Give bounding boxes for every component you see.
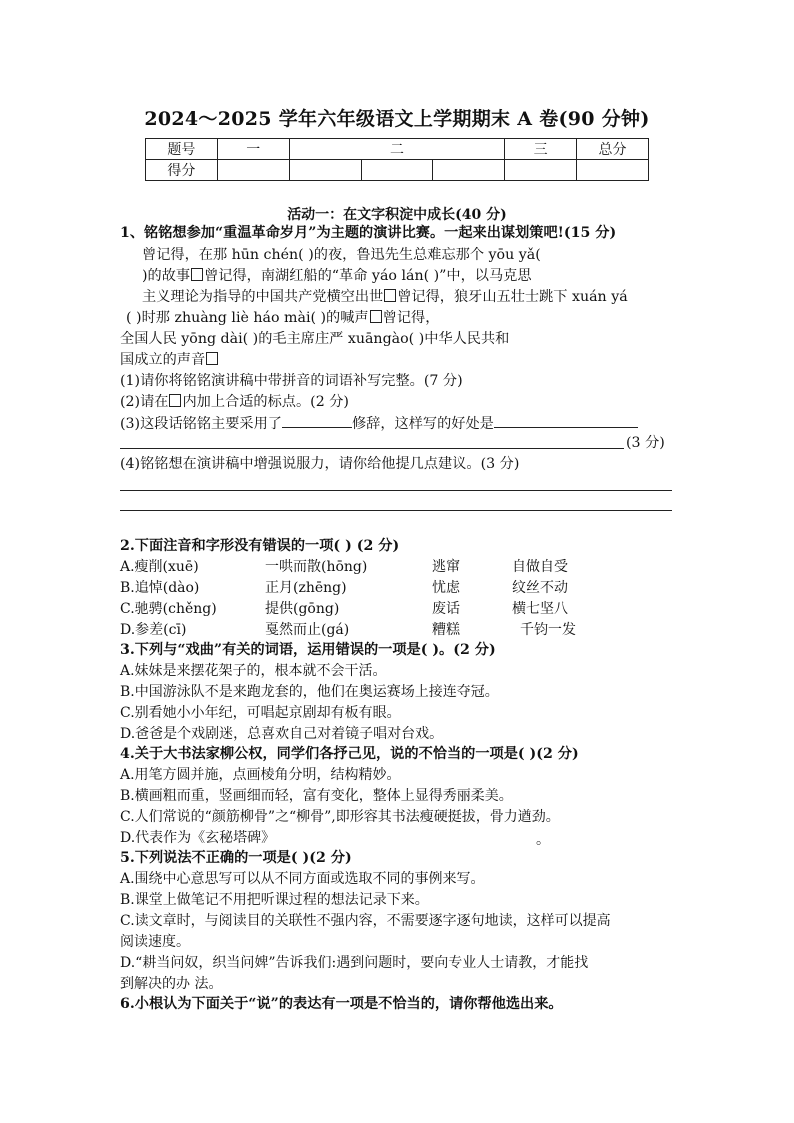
q4-option-d[interactable]: D.代表作为《玄秘塔碑》 [120, 830, 276, 846]
q1-passage-line: 国成立的声音 [120, 350, 219, 371]
q2-cell: 自做自受 [512, 559, 568, 575]
q1-sub4: (4)铭铭想在演讲稿中增强说服力，请你给他提几点建议。(3 分) [120, 456, 520, 472]
score-cell: 题号 [146, 139, 218, 160]
punctuation-box[interactable] [191, 268, 203, 281]
q5-option-a[interactable]: A.围绕中心意思写可以从不同方面或选取不同的事例来写。 [120, 871, 485, 887]
q1-passage-line: 全国人民 yōng dài( )的毛主席庄严 xuāngào( )中华人民共和 [120, 331, 510, 347]
q2-cell: 废话 [432, 601, 460, 617]
score-table [145, 138, 649, 181]
q1-stem: 1、铭铭想参加“重温革命岁月”为主题的演讲比赛。一起来出谋划策吧!(15 分) [120, 225, 617, 241]
punctuation-box[interactable] [206, 352, 218, 365]
q2-cell: 戛然而止(gá) [265, 622, 350, 638]
q5-stem: 5.下列说法不正确的一项是( )(2 分) [120, 850, 352, 866]
score-table-score-row [146, 160, 649, 181]
q2-cell: 横七坚八 [512, 601, 568, 617]
q1-sub3-score: (3 分) [626, 435, 665, 451]
q2-cell: 提供(gōng) [265, 601, 340, 617]
score-input-cell[interactable] [217, 160, 289, 181]
q3-option-b[interactable]: B.中国游泳队不是来跑龙套的，他们在奥运赛场上接连夺冠。 [120, 684, 499, 700]
q4-option-a[interactable]: A.用笔方圆并施，点画棱角分明，结构精妙。 [120, 767, 401, 783]
q4-option-b[interactable]: B.横画粗而重，竖画细而轻，富有变化，整体上显得秀丽柔美。 [120, 788, 513, 804]
score-cell: 总分 [577, 139, 649, 160]
q4-stem: 4.关于大书法家柳公权，同学们各抒己见，说的不恰当的一项是( )(2 分) [120, 746, 579, 762]
q2-cell: 逃窜 [432, 559, 460, 575]
score-input-cell[interactable] [289, 160, 361, 181]
q1-passage-line: )的故事 曾记得，南湖红船的“革命 yáo lán( )”中，以马克思 [142, 268, 532, 284]
q4-option-c[interactable]: C.人们常说的“颜筋柳骨”之“柳骨”,即形容其书法瘦硬挺拔，骨力遒劲。 [120, 809, 560, 825]
q2-option-b[interactable]: B.追悼(dào) [120, 580, 200, 596]
q1-sub2: (2)请在 内加上合适的标点。(2 分) [120, 394, 349, 410]
q5-option-d[interactable]: D.“耕当问奴，织当问婢”告诉我们:遇到问题时，要向专业人士请教，才能找 [120, 955, 589, 971]
q2-cell: 千钧一发 [520, 622, 576, 638]
answer-line[interactable] [120, 510, 672, 511]
section-header: 活动一：在文字积淀中成长(40 分) [287, 207, 507, 223]
q1-passage-line: ( )时那 zhuàng liè háo mài( )的喊声 曾记得， [126, 310, 440, 326]
q3-option-c[interactable]: C.别看她小小年纪，可唱起京剧却有板有眼。 [120, 705, 401, 721]
q3-option-d[interactable]: D.爸爸是个戏剧迷，总喜欢自己对着镜子唱对台戏。 [120, 726, 444, 742]
q2-option-d[interactable]: D.参差(cī) [120, 622, 187, 638]
q5-option-d-cont: 到解决的办 法。 [120, 976, 223, 992]
q1-sub3: (3)这段话铭铭主要采用了 修辞，这样写的好处是 [120, 413, 638, 435]
answer-blank[interactable] [494, 413, 638, 428]
q2-cell: 纹丝不动 [512, 580, 568, 596]
punctuation-box [169, 394, 181, 407]
score-cell: 二 [289, 139, 505, 160]
answer-blank[interactable] [282, 413, 352, 428]
score-cell: 一 [217, 139, 289, 160]
q2-stem: 2.下面注音和字形没有错误的一项( ) (2 分) [120, 538, 400, 554]
q2-cell: 一哄而散(hōng) [265, 559, 368, 575]
score-input-cell[interactable] [433, 160, 505, 181]
score-input-cell[interactable] [505, 160, 577, 181]
punctuation-box[interactable] [370, 310, 382, 323]
q3-stem: 3.下列与“戏曲”有关的词语，运用错误的一项是( )。(2 分) [120, 642, 496, 658]
q2-option-c[interactable]: C.驰骋(chěng) [120, 601, 217, 617]
q4-option-d-end: 。 [536, 832, 550, 848]
q5-option-b[interactable]: B.课堂上做笔记不用把听课过程的想法记录下来。 [120, 892, 429, 908]
answer-line[interactable] [120, 490, 672, 491]
score-input-cell[interactable] [361, 160, 433, 181]
q1-passage-line: 主义理论为指导的中国共产党横空出世 曾记得，狼牙山五壮士跳下 xuán yá [142, 289, 628, 305]
score-cell: 三 [505, 139, 577, 160]
score-table-header-row [146, 139, 649, 160]
score-cell: 得分 [146, 160, 218, 181]
score-input-cell[interactable] [577, 160, 649, 181]
q2-option-a[interactable]: A.瘦削(xuē) [120, 559, 199, 575]
punctuation-box[interactable] [384, 289, 396, 302]
q3-option-a[interactable]: A.妹妹是来摆花架子的，根本就不会干活。 [120, 663, 387, 679]
exam-title: 2024～2025 学年六年级语文上学期期末 A 卷(90 分钟) [144, 108, 650, 130]
q2-cell: 忧虑 [432, 580, 460, 596]
answer-line[interactable] [120, 448, 624, 449]
q6-stem: 6.小根认为下面关于“说”的表达有一项是不恰当的，请你帮他选出来。 [120, 996, 563, 1012]
q5-option-c[interactable]: C.读文章时，与阅读目的关联性不强内容，不需要逐字逐句地读，这样可以提高 [120, 913, 611, 929]
q2-cell: 糟糕 [432, 622, 460, 638]
q1-sub1: (1)请你将铭铭演讲稿中带拼音的词语补写完整。(7 分) [120, 373, 463, 389]
q5-option-c-cont: 阅读速度。 [120, 934, 190, 950]
q1-passage-line: 曾记得，在那 hūn chén( )的夜，鲁迅先生总难忘那个 yōu yǎ( [142, 247, 541, 263]
q2-cell: 正月(zhēng) [265, 580, 347, 596]
